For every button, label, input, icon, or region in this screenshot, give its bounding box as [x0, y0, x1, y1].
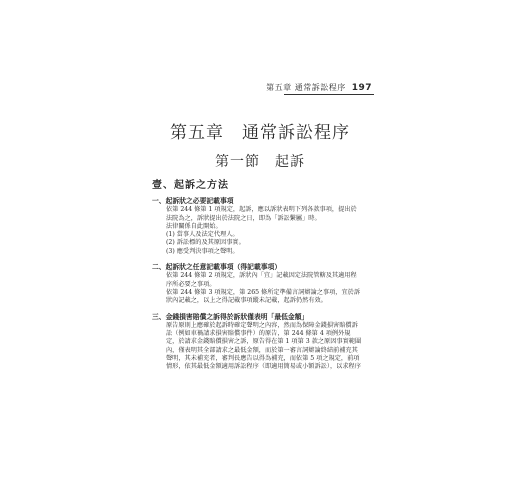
header-rule	[284, 94, 374, 95]
list-item	[152, 263, 362, 305]
page-number: 197	[351, 82, 372, 93]
note-line: (3) 應受判決事項之聲明。	[166, 247, 239, 255]
paragraph: 依第 244 條第 3 項規定，第 265 條所定準備言詞辯論之事項，宜於訴狀內記載之，以上之得記載事項縱未記載，起訴仍然有效。	[166, 288, 361, 305]
item-title: 二、起訴狀之任意記載事項（得記載事項）	[152, 263, 282, 272]
chapter-title: 第五章 通常訴訟程序	[170, 123, 350, 143]
list-item	[152, 313, 362, 372]
item-title: 一、起訴狀之必要記載事項	[152, 197, 234, 205]
paragraph: 原告原則上應確於起訴時確定聲明之內容，然而為保障金錢損害賠償訴訟（例如車禍請求損害賠償事件）的原告，第 244 條第 4 項例外規定，於請求金錢賠償損害之訴，原告得在第 1 項第 3 款之原因事實範圍內，僅表明其全部請求之最低金額，而於第一審言詞辯論終結前補充其聲明，其未補充者，審判長應告以得為補充，而依第 5 項之規定，前項情形，依其最低金額適用訴訟程序（即適用簡易或小額訴訟），以求程序	[166, 321, 362, 371]
body-text	[152, 196, 362, 372]
paragraph: 法律關係自此開始。	[166, 222, 222, 230]
section-title: 第一節 起訴	[215, 154, 305, 170]
running-header	[266, 82, 372, 93]
paragraph: 依第 244 條第 2 項規定，訴狀內「宜」記載因定法院管轄及其適用程序所必要之事項。	[166, 272, 357, 288]
header-chapter-label: 第五章 通常訴訟程序	[266, 83, 346, 92]
note-line: (2) 訴訟標的及其原因事實。	[166, 239, 245, 247]
subsection-heading: 壹、起訴之方法	[152, 180, 229, 191]
item-title: 三、金錢損害賠償之訴得於訴狀僅表明「最低金額」	[152, 312, 309, 321]
paragraph: 依第 244 條第 1 項規定，起訴，應以訴狀表明下列各款事項，提出於法院為之，訴狀提出於法院之日，即為「訴訟繫屬」時。	[166, 206, 357, 222]
list-item	[152, 197, 362, 256]
note-line: (1) 當事人及法定代理人。	[166, 231, 239, 239]
